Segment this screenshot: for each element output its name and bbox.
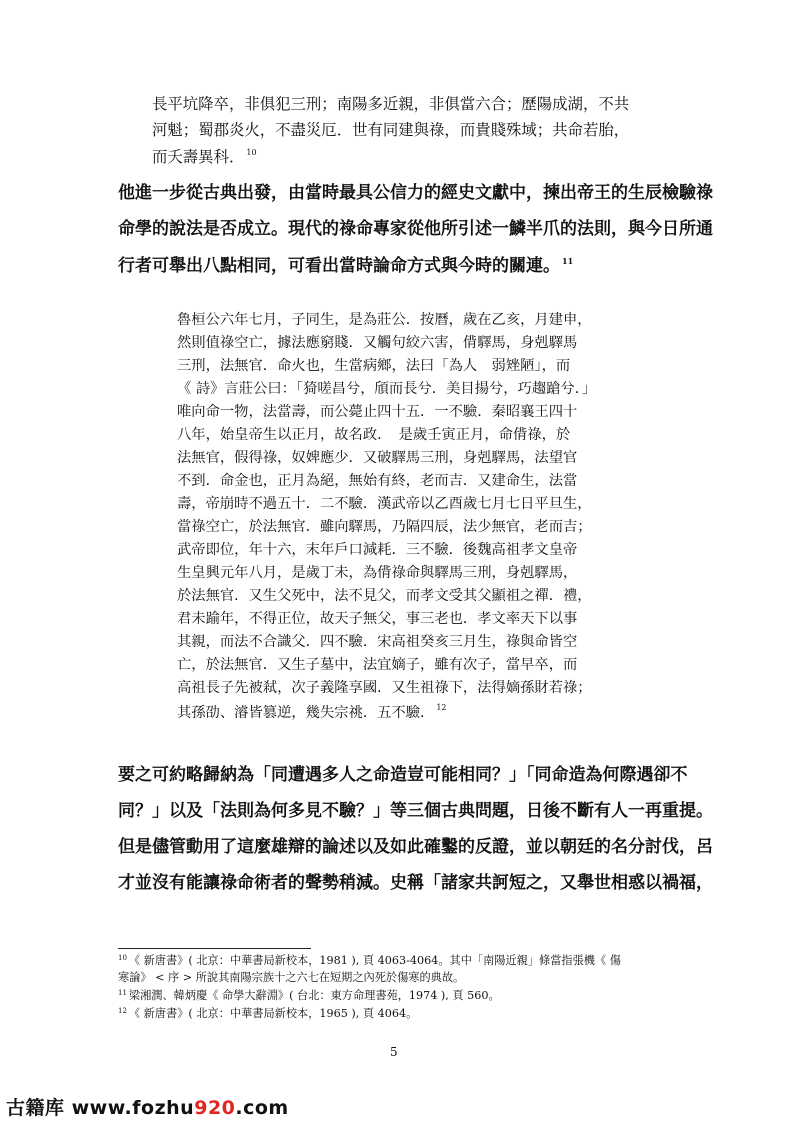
quote2-line: 法無官，假得祿，奴婢應少．又破驛馬三刑，身剋驛馬，法望官: [177, 450, 578, 466]
footnote-ref: 12: [436, 703, 447, 712]
paragraph-line: 才並沒有能讓祿命術者的聲勢稍減。史稱「諸家共訶短之，又舉世相惑以禍福，: [118, 873, 713, 893]
quote2-line: 魯桓公六年七月，子同生，是為莊公．按曆，歲在乙亥，月建申，: [177, 312, 592, 328]
footnote-number: 12: [118, 1007, 127, 1015]
footnote-number: 11: [118, 989, 127, 997]
paragraph-line-text: 行者可舉出八點相同，可看出當時論命方式與今時的關連。: [118, 256, 560, 276]
site-watermark: [6, 1093, 289, 1120]
quote2-line: 然則值祿空亡，據法應窮賤．又觸句絞六害，偝驛馬，身剋驛馬: [177, 335, 578, 351]
paragraph-line: 他進一步從古典出發，由當時最具公信力的經史文獻中，揀出帝王的生辰檢驗祿: [118, 183, 713, 203]
quote2-line: 生皇興元年八月，是歲丁未，為偝祿命與驛馬三刑，身剋驛馬，: [177, 565, 578, 581]
paragraph-line: 同？」以及「法則為何多見不驗？」等三個古典問題，日後不斷有人一再重提。: [118, 801, 713, 821]
quote2-line: 當祿空亡，於法無官．雖向驛馬，乃隔四辰，法少無官，老而吉；: [177, 519, 592, 535]
footnote-number: 10: [118, 954, 127, 962]
paragraph-line: 但是儘管動用了這麼雄辯的論述以及如此確鑿的反證，並以朝廷的名分討伐，呂: [118, 837, 713, 857]
quote2-line-text: 其孫劭、濬皆篡逆，幾失宗祧．五不驗．: [177, 705, 435, 721]
watermark-suffix: .com: [235, 1097, 289, 1119]
footnote: [118, 990, 500, 1001]
footnote-text: 寒論》 < 序 > 所說其南陽宗族十之六七在短期之內死於傷寒的典故。: [118, 971, 465, 984]
quote2-line: 《 詩》言莊公曰：「猗嗟昌兮，頎而長兮．美目揚兮，巧趨蹌兮．」: [177, 381, 597, 397]
footnote: [118, 972, 464, 983]
quote2-line: 唯向命一物，法當壽，而公薨止四十五．一不驗．秦昭襄王四十: [177, 404, 578, 420]
quote1-line: 長平坑降卒，非俱犯三刑；南陽多近親，非俱當六合；歷陽成湖，不共: [152, 95, 630, 113]
quote2-line: 高祖長子先被弒，次子義隆享國．又生祖祿下，法得嫡孫財若祿；: [177, 680, 592, 696]
quote2-line: 武帝即位，年十六，末年戶口減耗．三不驗．後魏高祖孝文皇帝: [177, 542, 578, 558]
footnote-text: 《 新唐書》( 北京：中華書局新校本，1965 ), 頁 4064。: [128, 1007, 418, 1020]
footnote-ref: 11: [562, 256, 574, 266]
quote2-line: 不到．命金也，正月為絕，無始有終，老而吉．又建命生，法當: [177, 473, 578, 489]
quote2-line: 其親，而法不合識父．四不驗．宋高祖癸亥三月生，祿與命皆空: [177, 634, 578, 650]
footnote: [118, 955, 621, 966]
footnote: [118, 1008, 417, 1019]
footnote-text: 梁湘潤、韓炳慶《 命學大辭淵》( 台北：東方命理書苑，1974 ), 頁 560。: [128, 989, 500, 1002]
quote1-line-text: 而夭壽異科．: [152, 148, 245, 166]
paragraph-line: 要之可約略歸納為「同遭遇多人之命造豈可能相同？」「同命造為何際遇卻不: [118, 765, 688, 785]
quote2-line: 君未踰年，不得正位，故天子無父，事三老也．孝文率天下以事: [177, 611, 578, 627]
quote2-line: 八年，始皇帝生以正月，故名政． 是歲壬寅正月，命偝祿，於: [177, 427, 571, 443]
quote2-line: [177, 704, 447, 720]
quote1-line: 河魁；蜀郡炎火，不盡災厄．世有同建與祿，而貴賤殊域；共命若胎，: [152, 121, 630, 139]
footnote-text: 《 新唐書》( 北京：中華書局新校本，1981 ), 頁 4063-4064。其中「南陽近親」條當指張機《 傷: [128, 954, 621, 967]
quote2-line: 壽，帝崩時不過五十．二不驗．漢武帝以乙酉歲七月七日平旦生，: [177, 496, 592, 512]
paragraph-line: 命學的說法是否成立。現代的祿命專家從他所引述一鱗半爪的法則，與今日所通: [118, 219, 713, 239]
quote1-line: [152, 149, 257, 165]
footnote-ref: 10: [246, 148, 257, 157]
quote2-line: 於法無官．又生父死中，法不見父，而孝文受其父顯祖之禪．禮，: [177, 588, 592, 604]
quote2-line: 三刑，法無官．命火也，生當病鄉，法曰「為人 弱矬陋」，而: [177, 358, 571, 374]
watermark-highlight: 920: [194, 1097, 236, 1119]
page-number: 5: [390, 1045, 398, 1059]
quote2-line: 亡，於法無官．又生子墓中，法宜嫡子，雖有次子，當早卒，而: [177, 657, 578, 673]
footnote-divider: [118, 948, 311, 949]
watermark-prefix: 古籍库 www.fozhu: [6, 1097, 195, 1119]
paragraph-line: [118, 257, 573, 275]
